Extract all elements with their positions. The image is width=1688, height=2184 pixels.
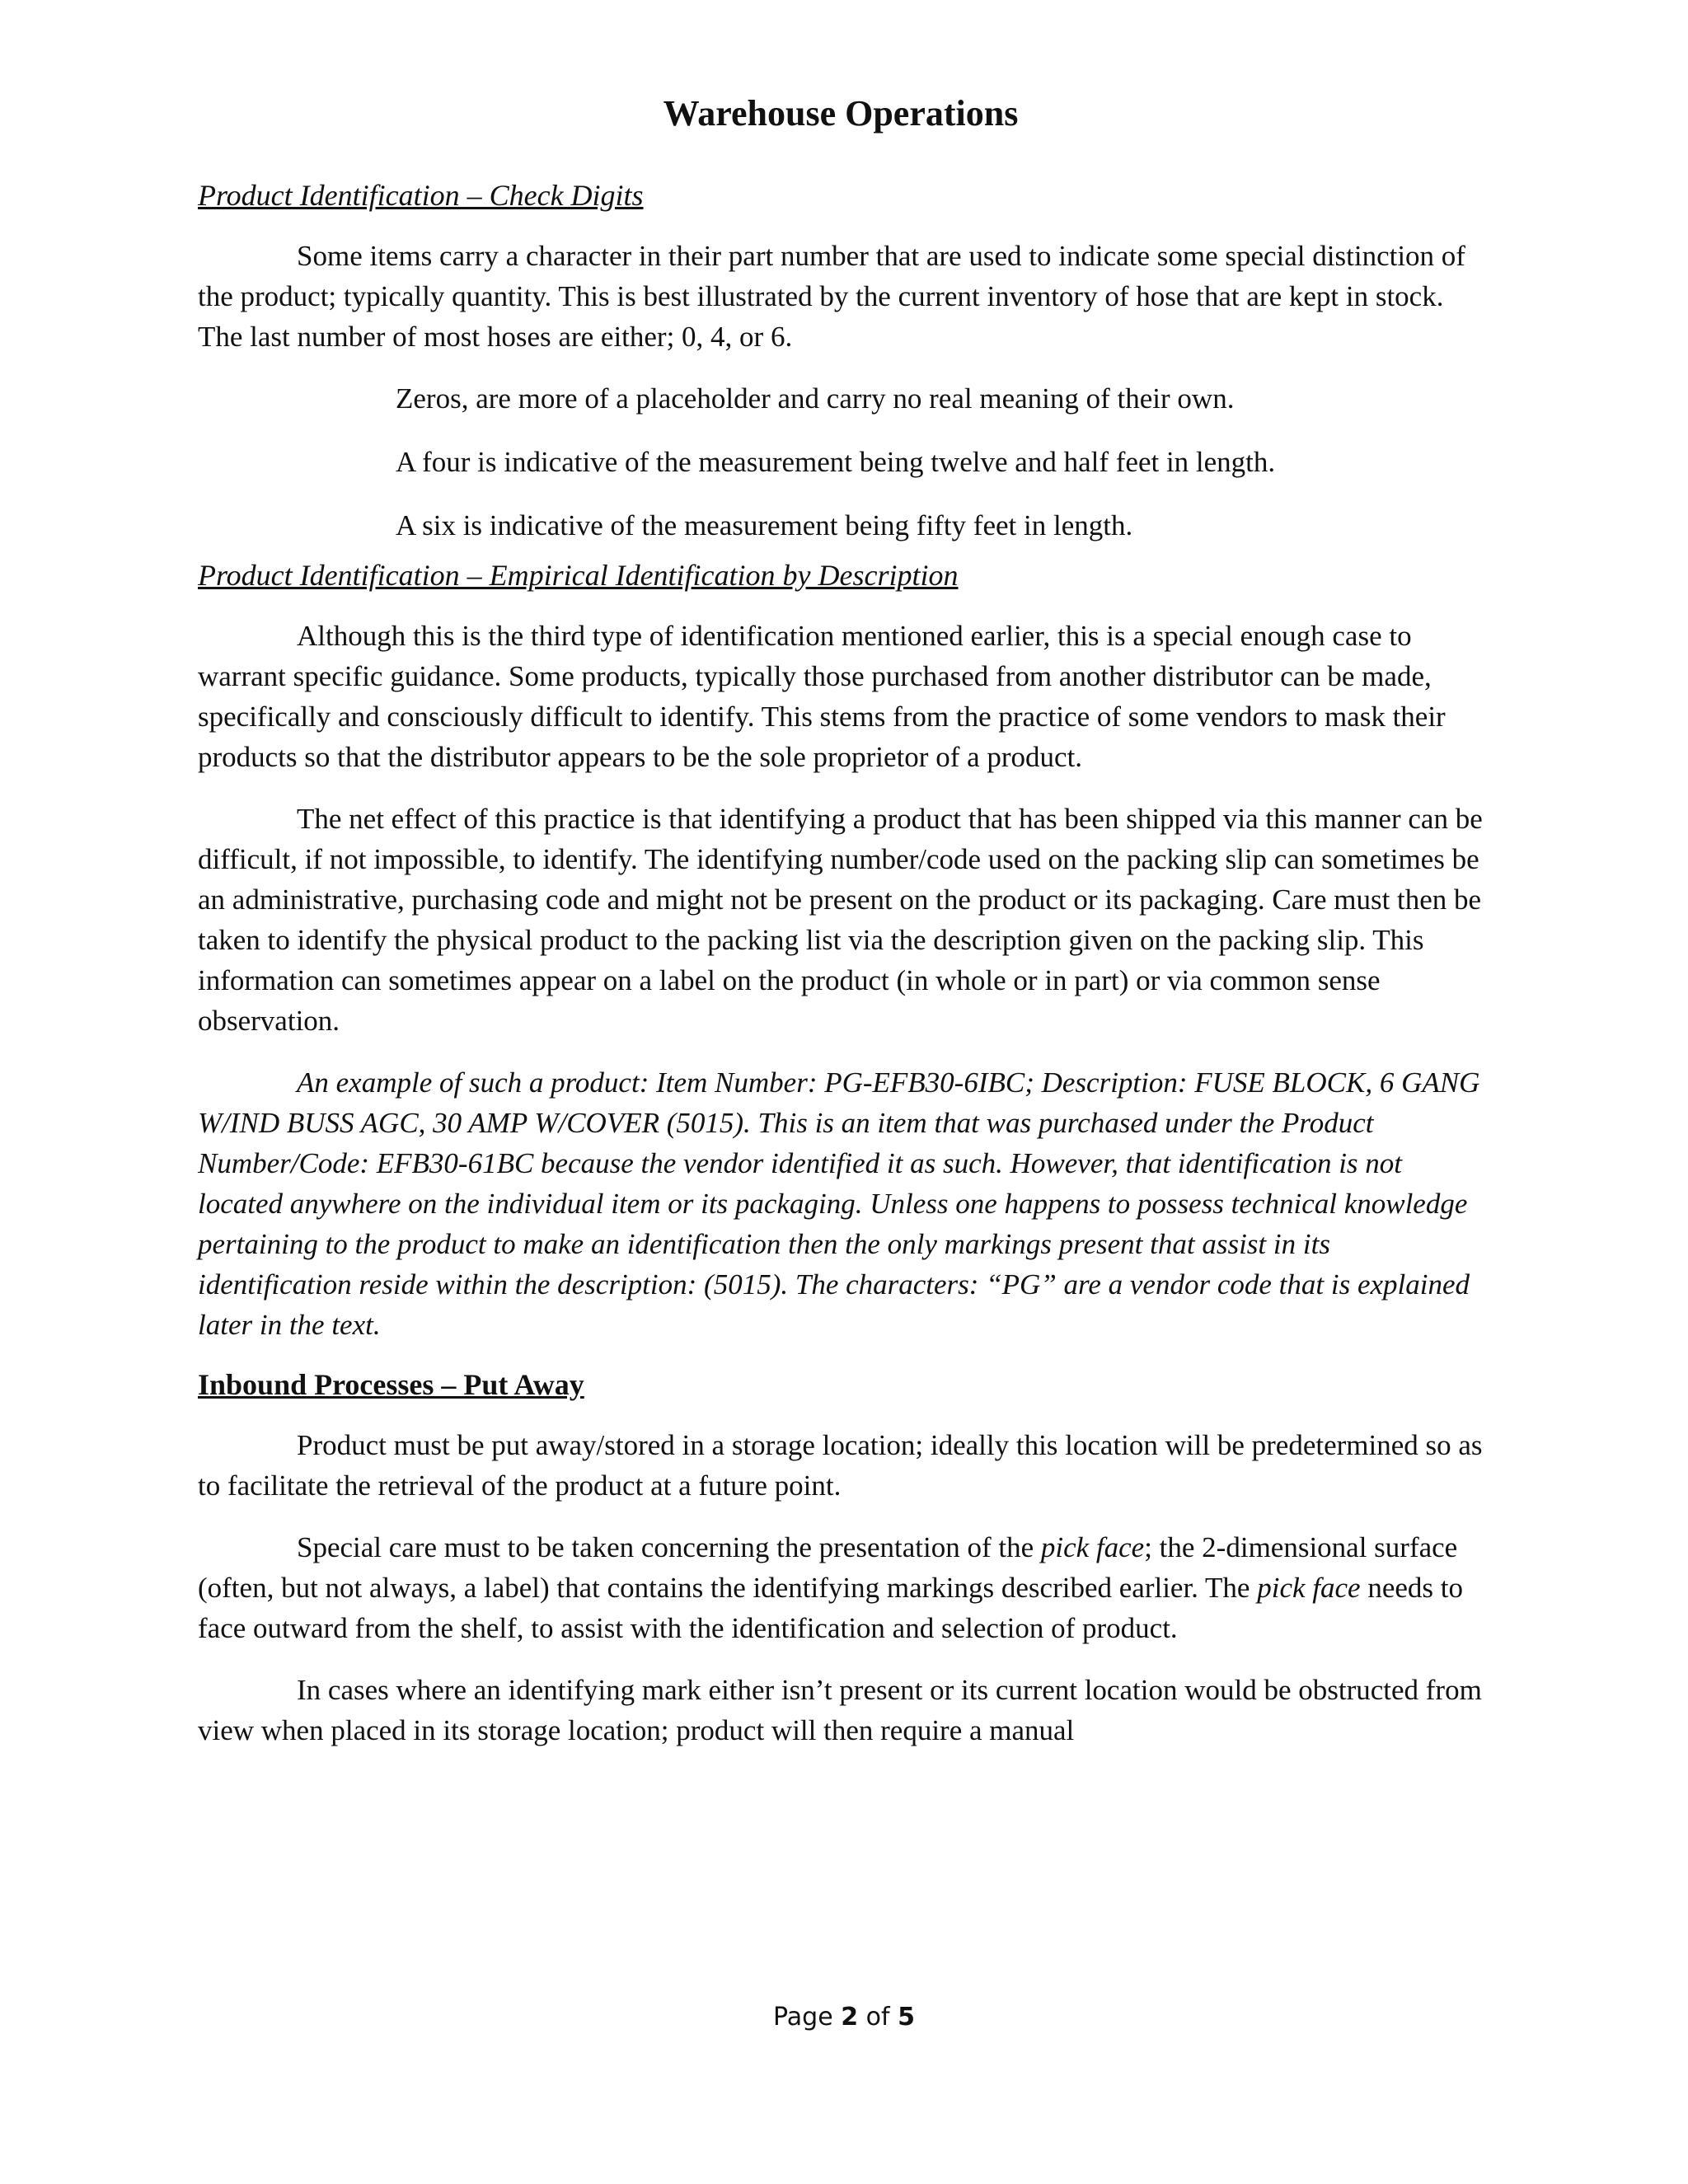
pick-face-term-2: pick face	[1257, 1571, 1361, 1604]
paragraph-product-example: An example of such a product: Item Number: PG-EFB30-6IBC; Description: FUSE BLOCK, 6 GANG W/IND BUSS AGC, 30 AMP W/COVER (5015). This is an item that was purchased under the Product Number/Code: EFB30-61BC because the vendor identified it as such. However, that identification is not located anywhere on the individual item or its packaging. Unless one happens to possess technical knowledge pertaining to the product to make an identification then the only markings present that assist in its identification reside within the description: (5015). The characters: “PG” are a vendor code that is explained later in the text.	[198, 1066, 1480, 1341]
paragraph-empirical-intro: Although this is the third type of identification mentioned earlier, this is a special enough case to warrant specific guidance. Some products, typically those purchased from another distributor can be made, specifically and consciously difficult to identify. This stems from the practice of some vendors to mask their products so that the distributor appears to be the sole proprietor of a product.	[198, 619, 1446, 773]
paragraph-pick-face	[198, 1527, 1484, 1648]
page-number-current: 2	[841, 2003, 859, 2032]
page-content	[198, 92, 1484, 1772]
page-number-total: 5	[898, 2003, 915, 2032]
pick-face-term-1: pick face	[1040, 1530, 1145, 1563]
pick-face-text-c: needs to face outward from the shelf, to assist with the identification and selection of product.	[198, 1571, 1463, 1644]
indented-item-zeros: Zeros, are more of a placeholder and carry no real meaning of their own.	[396, 382, 1235, 415]
section-heading-empirical-identification: Product Identification – Empirical Identification by Description	[198, 558, 959, 592]
paragraph-check-digits-intro: Some items carry a character in their part number that are used to indicate some special distinction of the product; typically quantity. This is best illustrated by the current inventory of hose that are kept in stock. The last number of most hoses are either; 0, 4, or 6.	[198, 239, 1465, 353]
paragraph-empirical-effect: The net effect of this practice is that identifying a product that has been shipped via this manner can be difficult, if not impossible, to identify. The identifying number/code used on the packing slip can sometimes be an administrative, purchasing code and might not be present on the product or its packaging. Care must then be taken to identify the physical product to the packing list via the description given on the packing slip. This information can sometimes appear on a label on the product (in whole or in part) or via common sense observation.	[198, 802, 1483, 1037]
page-number-middle: of	[858, 2003, 898, 2032]
section-heading-check-digits: Product Identification – Check Digits	[198, 178, 644, 212]
document-title: Warehouse Operations	[663, 93, 1019, 134]
page-number-prefix: Page	[773, 2003, 842, 2032]
section-heading-put-away: Inbound Processes – Put Away	[198, 1367, 584, 1401]
paragraph-manual-marking: In cases where an identifying mark either isn’t present or its current location would be obstructed from view when placed in its storage location; product will then require a manual	[198, 1673, 1482, 1746]
pick-face-text-a: Special care must to be taken concerning the presentation of the	[297, 1530, 1041, 1563]
indented-item-six: A six is indicative of the measurement being fifty feet in length.	[396, 509, 1133, 541]
indented-item-four: A four is indicative of the measurement being twelve and half feet in length.	[396, 445, 1276, 478]
page-footer	[0, 2003, 1688, 2032]
paragraph-put-away-storage: Product must be put away/stored in a storage location; ideally this location will be predetermined so as to facilitate the retrieval of the product at a future point.	[198, 1428, 1483, 1502]
pick-face-text-b: ; the 2-dimensional surface (often, but not always, a label) that contains the identifying markings described earlier. The	[198, 1530, 1458, 1604]
